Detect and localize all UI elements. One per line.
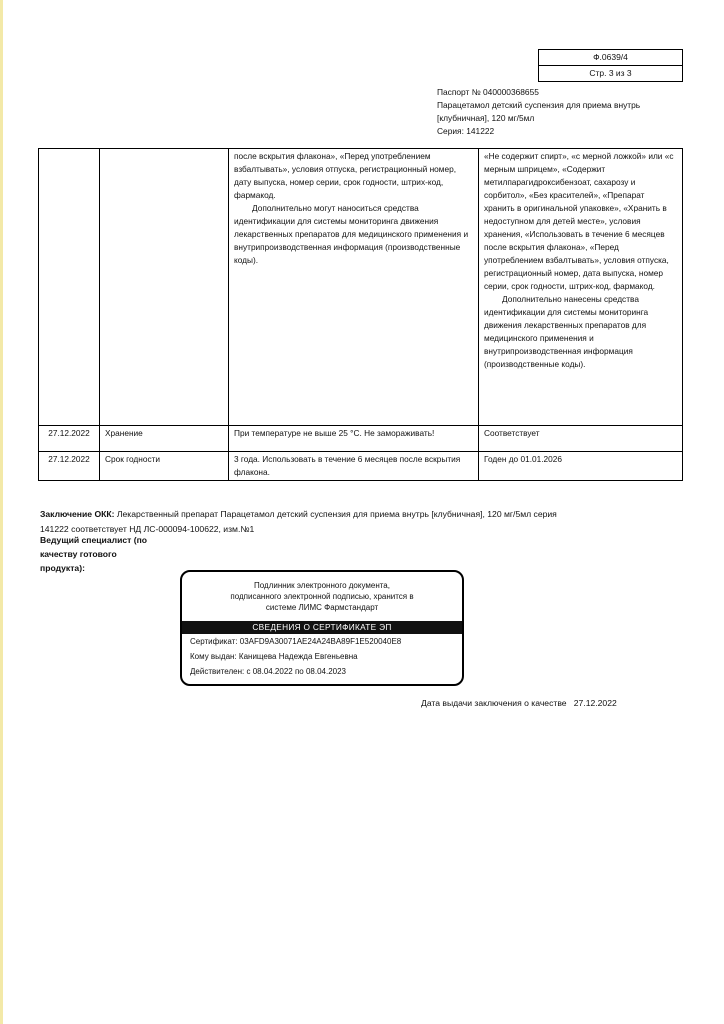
issue-date-value: 27.12.2022 [573, 698, 617, 708]
passport-number: Паспорт № 040000368655 [437, 87, 539, 97]
issued-to-label: Кому выдан: [190, 652, 237, 661]
product-name-line1: Парацетамол детский суспензия для приема внутрь [437, 100, 641, 110]
table-row [39, 452, 683, 481]
requirement-text: после вскрытия флакона», «Перед употреблением взбалтывать», условия отпуска, регистрационный номер, дату выпуска, номер серии, срок годности, штрих-код, фармакод. [234, 151, 457, 200]
passport-header [437, 86, 640, 138]
validity-line [182, 664, 462, 679]
result-text: «Не содержит спирт», «с мерной ложкой» или «с мерным шприцем», «Содержит метилпарагидроксибензоат, сахарозу и сорбитол», «Без красителей», «Препарат хранить в оригинальной упаковке», «Хранить в недоступном для детей месте», условия хранения, «Использовать в течение 6 месяцев после вскрытия флакона», «Перед употреблением взбалтывать», условия отпуска, регистрационный номер, дата выпуска, номер серии, срок годности, штрих-код, фармакод. [484, 151, 674, 291]
signature-notice [182, 572, 462, 621]
requirement-cell: 3 года. Использовать в течение 6 месяцев после вскрытия флакона. [229, 452, 479, 481]
conclusion-text: Лекарственный препарат Парацетамол детский суспензия для приема внутрь [клубничная], 120 мг/5мл серия [116, 509, 557, 519]
form-code: Ф.0639/4 [593, 52, 628, 62]
date-cell: 27.12.2022 [39, 452, 100, 481]
signature-notice-line: Подлинник электронного документа, [254, 581, 390, 590]
conclusion-text: 141222 соответствует НД ЛС-000094-100622, изм.№1 [40, 524, 255, 534]
issued-to-line [182, 649, 462, 664]
lead-specialist-label: Ведущий специалист (по качеству готового продукта): [40, 535, 148, 573]
form-code-box [538, 49, 683, 82]
issue-date [421, 698, 617, 708]
certificate-label: Сертификат: [190, 637, 238, 646]
certificate-value: 03AFD9A30071AE24A24BA89F1E520040E8 [239, 637, 402, 646]
requirement-cell: При температуре не выше 25 °С. Не замораживать! [229, 426, 479, 452]
signature-notice-line: подписанного электронной подписью, хранится в [230, 592, 414, 601]
result-cell: Годен до 01.01.2026 [479, 452, 683, 481]
requirement-cell [229, 149, 479, 426]
page-edge-strip [0, 0, 3, 1024]
signature-notice-line: системе ЛИМС Фармстандарт [265, 603, 379, 612]
validity-label: Действителен: [190, 667, 245, 676]
table-row [39, 426, 683, 452]
result-cell [479, 149, 683, 426]
e-signature-stamp [180, 570, 464, 686]
certificate-line [182, 634, 462, 649]
page-number: Стр. 3 из 3 [539, 65, 682, 81]
issued-to-value: Канищева Надежда Евгеньевна [238, 652, 358, 661]
conclusion-label: Заключение ОКК: [40, 509, 115, 519]
result-cell: Соответствует [479, 426, 683, 452]
requirement-text: Дополнительно могут наноситься средства идентификации для системы мониторинга движения лекарственных препаратов для медицинского применения и внутрипроизводственная информация (производственные коды). [234, 203, 469, 265]
table-row [39, 149, 683, 426]
parameter-cell: Хранение [100, 426, 229, 452]
parameter-cell: Срок годности [100, 452, 229, 481]
date-cell [39, 149, 100, 426]
validity-value: с 08.04.2022 по 08.04.2023 [246, 667, 346, 676]
date-cell: 27.12.2022 [39, 426, 100, 452]
issue-date-label: Дата выдачи заключения о качестве [421, 698, 567, 708]
product-name-line2: [клубничная], 120 мг/5мл [437, 113, 535, 123]
quality-table [38, 148, 683, 481]
series-number: Серия: 141222 [437, 126, 495, 136]
certificate-header: СВЕДЕНИЯ О СЕРТИФИКАТЕ ЭП [182, 621, 462, 634]
parameter-cell [100, 149, 229, 426]
result-text: Дополнительно нанесены средства идентификации для системы мониторинга движения лекарственных препаратов для медицинского применения и внутрипроизводственная информация (производственные коды). [484, 294, 649, 369]
